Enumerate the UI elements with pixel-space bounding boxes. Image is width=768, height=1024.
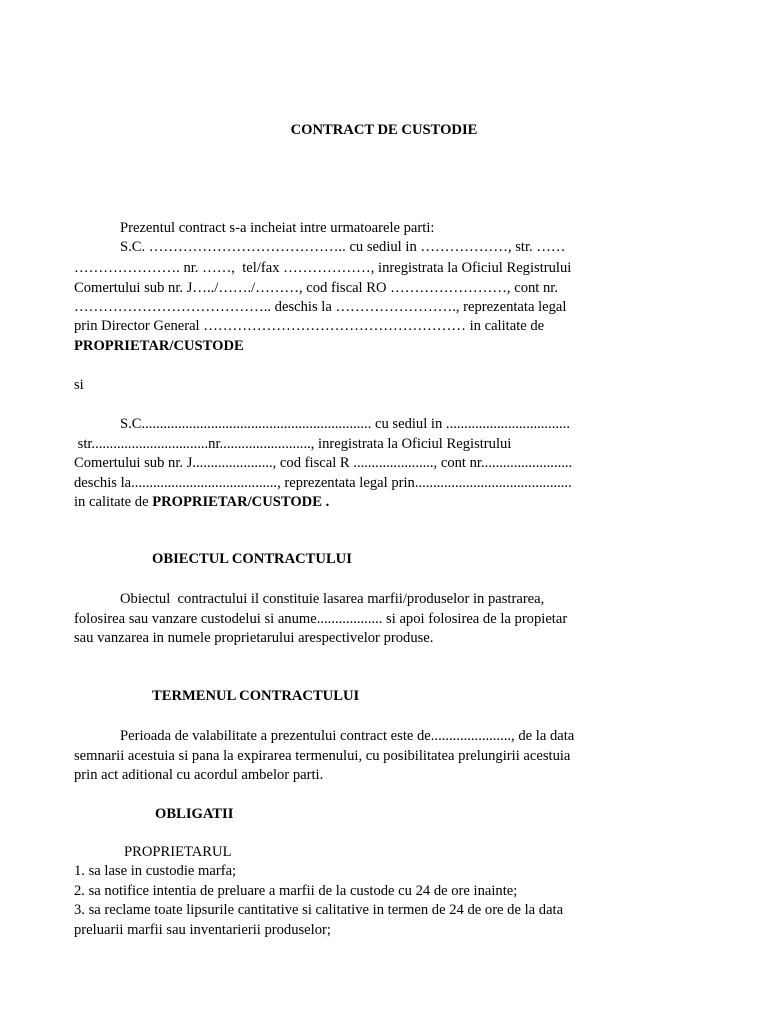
object-line1: Obiectul contractului il constituie lasarea marfii/produselor in pastrarea, xyxy=(120,591,545,607)
obligation-item-3-line2: preluarii marfii sau inventarierii produselor; xyxy=(74,922,331,938)
party2-line1: S.C............................................................... cu sediul in .................................. xyxy=(120,416,570,432)
object-line2: folosirea sau vanzare custodelui si anume.................. si apoi folosirea de la propietar xyxy=(74,611,568,627)
object-heading: OBIECTUL CONTRACTULUI xyxy=(152,551,352,567)
obligation-item-1: 1. sa lase in custodie marfa; xyxy=(74,863,237,879)
obligation-item-2: 2. sa notifice intentia de preluare a marfii de la custode cu 24 de ore inainte; xyxy=(74,883,518,899)
party2-role: PROPRIETAR/CUSTODE . xyxy=(152,494,330,510)
party2-line2: str................................nr........................., inregistrata la Oficiul Registrului xyxy=(74,436,512,452)
party1-role: PROPRIETAR/CUSTODE xyxy=(74,338,244,354)
party2-line3: Comertului sub nr. J......................, cod fiscal R ......................, cont nr......................... xyxy=(74,455,573,471)
term-line1: Perioada de valabilitate a prezentului contract este de......................, de la data xyxy=(120,728,575,744)
term-line3: prin act aditional cu acordul ambelor parti. xyxy=(74,767,324,783)
party2-line4: deschis la........................................, reprezentata legal prin........................................... xyxy=(74,475,572,491)
term-line2: semnarii acestuia si pana la expirarea termenului, cu posibilitatea prelungirii acestuia xyxy=(74,748,571,764)
obligations-subheading: PROPRIETARUL xyxy=(124,844,232,860)
party2-line5 xyxy=(74,493,329,511)
party1-line3: Comertului sub nr. J…../……./………, cod fiscal RO ……………………, cont nr. xyxy=(74,280,559,296)
object-line3: sau vanzarea in numele proprietarului arespectivelor produse. xyxy=(74,630,434,646)
party1-line5: prin Director General ……………………………………………… in calitate de xyxy=(74,318,545,334)
document-title: CONTRACT DE CUSTODIE xyxy=(290,122,478,138)
obligations-heading: OBLIGATII xyxy=(155,806,234,822)
obligation-item-3-line1: 3. sa reclame toate lipsurile cantitative si calitative in termen de 24 de ore de la data xyxy=(74,902,564,918)
party2-line5-prefix: in calitate de xyxy=(74,494,153,510)
and-text: si xyxy=(74,377,84,393)
intro-text: Prezentul contract s-a incheiat intre urmatoarele parti: xyxy=(120,220,435,236)
party1-line2: …………………. nr. ……, tel/fax ………………, inregistrata la Oficiul Registrului xyxy=(74,260,572,276)
party1-line1: S.C. ………………………………….. cu sediul in ………………, str. …… xyxy=(120,239,566,255)
party1-line4: ………………………………….. deschis la ……………………., reprezentata legal xyxy=(74,299,567,315)
term-heading: TERMENUL CONTRACTULUI xyxy=(152,688,360,704)
